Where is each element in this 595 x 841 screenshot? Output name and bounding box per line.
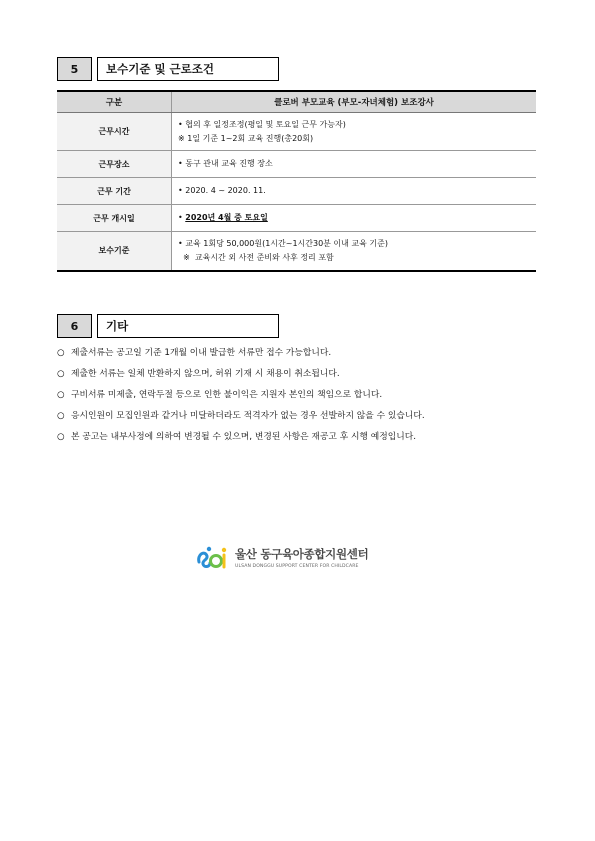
row-line [178,211,535,225]
table-row [57,205,536,232]
row-line: ※ 교육시간 외 사전 준비와 사후 정리 포함 [178,252,334,262]
row-label: 근무 개시일 [57,205,172,232]
conditions-table [57,90,536,272]
row-line: • 협의 후 일정조정(평일 및 토요일 근무 가능자) [178,119,346,129]
list-item [57,346,547,367]
start-date: 2020년 4월 중 토요일 [185,213,268,222]
row-line: • 동구 관내 교육 진행 장소 [178,159,273,168]
logo-text [235,546,368,569]
circle-bullet-icon: ○ [57,411,65,421]
logo-name-korean: 울산 동구육아종합지원센터 [235,546,369,561]
row-label: 근무 기간 [57,178,172,205]
note-text: 제출한 서류는 일체 반환하지 않으며, 허위 기재 시 채용이 취소됩니다. [71,369,340,379]
section-number: 5 [57,57,92,81]
section-number: 6 [57,314,92,338]
list-item [57,388,547,409]
section-title: 기타 [97,314,279,338]
bullet: • [178,213,186,222]
list-item [57,430,547,451]
row-value [172,232,537,271]
table-row [57,232,536,271]
table-header-row [57,91,536,113]
row-label: 보수기준 [57,232,172,271]
row-value [172,205,537,232]
note-text: 응시인원이 모집인원과 같거나 미달하더라도 적격자가 없는 경우 선발하지 않을 수 있습니다. [71,411,425,421]
header-position: 클로버 부모교육 (부모-자녀체험) 보조강사 [172,91,537,113]
table-row [57,113,536,151]
row-line: • 교육 1회당 50,000원(1시간~1시간30분 이내 교육 기준) [178,238,389,248]
row-value [172,178,537,205]
section-5-heading [57,57,279,81]
list-item [57,409,547,430]
row-line: ※ 1일 기준 1~2회 교육 진행(총20회) [178,133,314,143]
row-line: • 2020. 4 ~ 2020. 11. [178,186,266,195]
logo-mark-icon [195,542,231,572]
note-text: 구비서류 미제출, 연락두절 등으로 인한 불이익은 지원자 본인의 책임으로 합니다. [71,390,383,400]
table-row [57,178,536,205]
row-value [172,151,537,178]
section-6-heading [57,314,279,338]
notes-list [57,346,547,451]
row-label: 근무시간 [57,113,172,151]
circle-bullet-icon: ○ [57,348,65,358]
list-item [57,367,547,388]
note-text: 본 공고는 내부사정에 의하여 변경될 수 있으며, 변경된 사항은 재공고 후 시행 예정입니다. [71,432,417,442]
section-title: 보수기준 및 근로조건 [97,57,279,81]
header-category: 구분 [57,91,172,113]
center-logo [195,537,390,577]
note-text: 제출서류는 공고일 기준 1개월 이내 발급한 서류만 접수 가능합니다. [71,348,332,358]
circle-bullet-icon: ○ [57,432,65,442]
circle-bullet-icon: ○ [57,390,65,400]
circle-bullet-icon: ○ [57,369,65,379]
row-label: 근무장소 [57,151,172,178]
logo-name-english: ULSAN DONGGU SUPPORT CENTER FOR CHILDCARE [235,563,359,569]
table-row [57,151,536,178]
row-value [172,113,537,151]
